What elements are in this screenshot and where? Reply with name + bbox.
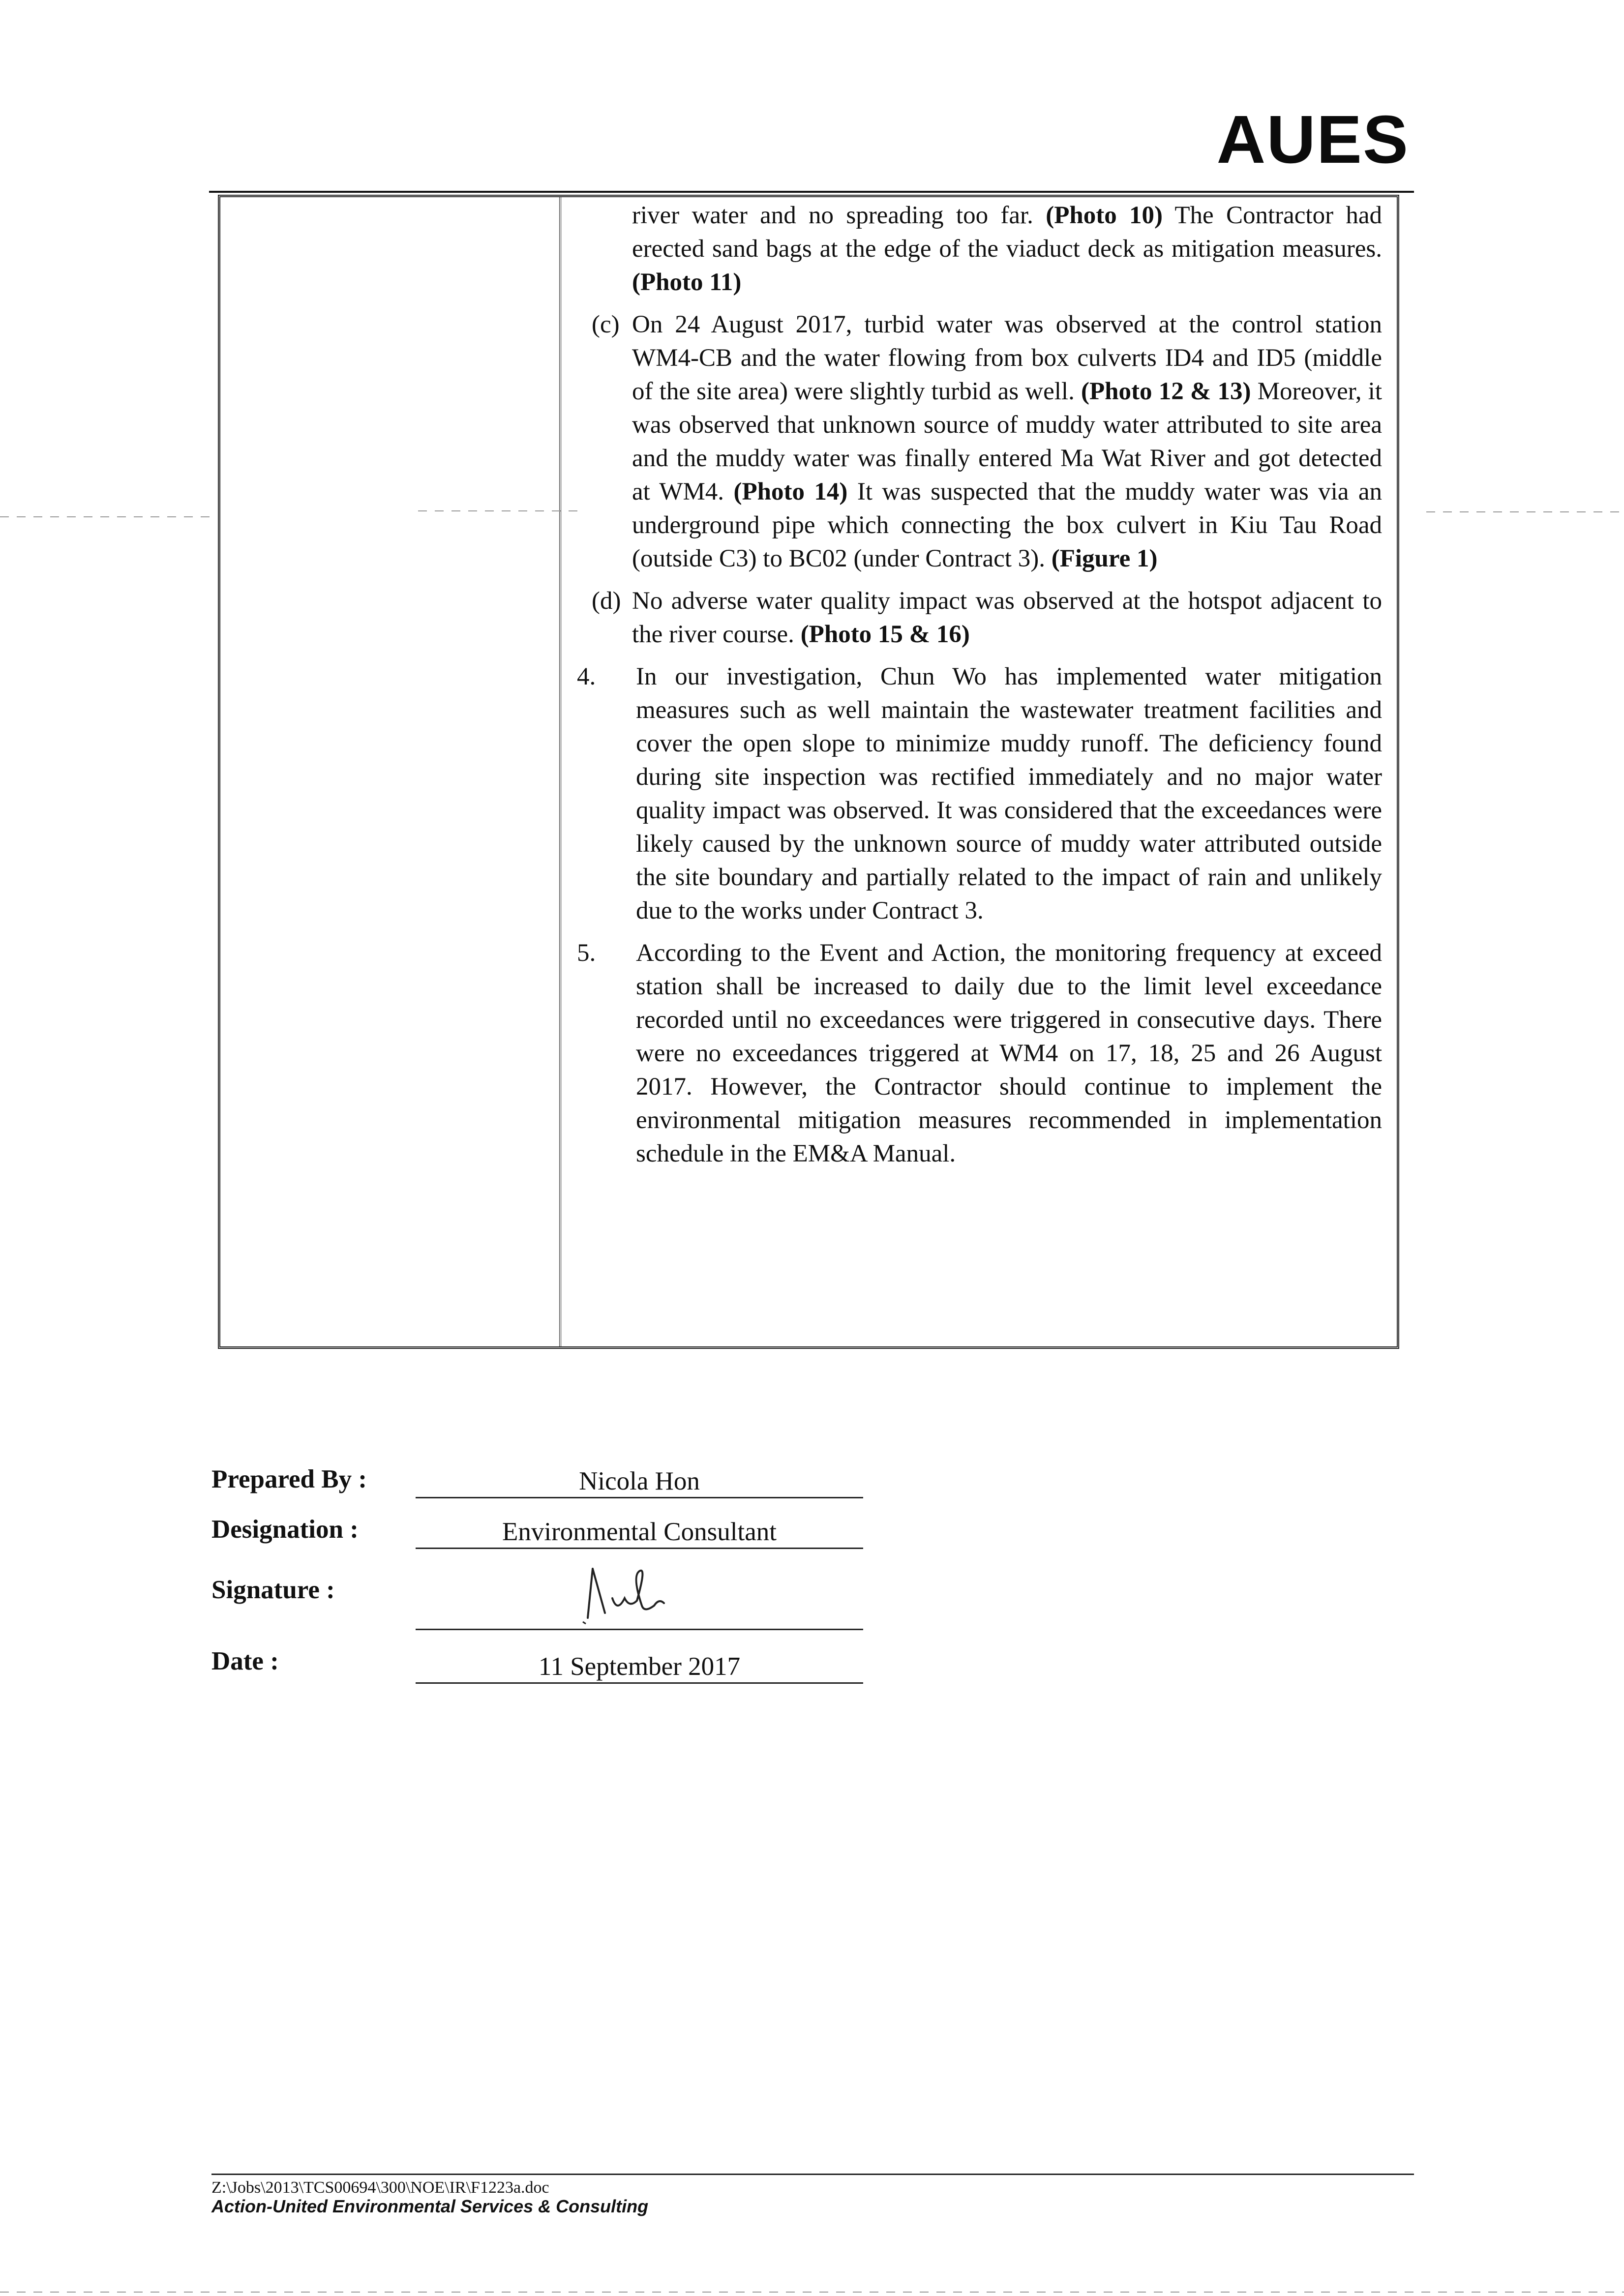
- item-text: [632, 308, 1382, 575]
- designation-value: Environmental Consultant: [416, 1516, 863, 1549]
- text-run: On 24 August 2017, turbid water was observed at the control station WM4-CB and the water flowing from box culverts ID4 and ID5 (middle of the site area) were slightly turbid as well.: [632, 311, 1382, 405]
- item-label: (c): [592, 311, 620, 338]
- company-name: Action-United Environmental Services & Consulting: [211, 2196, 649, 2216]
- photo-reference: (Photo 14): [733, 478, 848, 506]
- scan-artifact: [1426, 511, 1624, 512]
- signature-label: Signature :: [211, 1576, 335, 1604]
- text-run: According to the Event and Action, the monitoring frequency at exceed station shall be increased to daily due to the limit level exceedance recorded until no exceedances were triggered in consecutive days. There were no exceedances triggered at WM4 on 17, 18, 25 and 26 August 2017. However, the Contractor should continue to implement the environmental mitigation measures recommended in implementation schedule in the EM&A Manual.: [636, 939, 1382, 1167]
- table-column-divider: [559, 197, 562, 1346]
- date-label: Date :: [211, 1647, 279, 1675]
- finding-item-d: [577, 584, 1382, 651]
- text-run: It was suspected that the muddy water was via an underground pipe which connecting the box culvert in Kiu Tau Road (outside C3) to BC02 (under Contract 3).: [632, 478, 1382, 572]
- photo-reference: (Photo 12 & 13): [1081, 378, 1251, 405]
- file-path: Z:\Jobs\2013\TCS00694\300\NOE\IR\F1223a.doc: [211, 2178, 549, 2197]
- date-value: 11 September 2017: [416, 1651, 863, 1684]
- photo-reference: (Photo 10): [1046, 202, 1163, 229]
- footer-rule: [211, 2174, 1414, 2175]
- photo-reference: (Photo 11): [632, 268, 742, 296]
- text-run: No adverse water quality impact was observed at the hotspot adjacent to the river course.: [632, 587, 1382, 648]
- text-run: river water and no spreading too far.: [632, 202, 1046, 229]
- numbered-item-5: [577, 936, 1382, 1170]
- numbered-item-4: [577, 660, 1382, 927]
- designation-label: Designation :: [211, 1515, 359, 1544]
- item-text: [636, 936, 1382, 1170]
- photo-reference: (Photo 15 & 16): [800, 621, 970, 648]
- signature-line: [416, 1629, 863, 1630]
- company-logo: AUES: [1216, 102, 1409, 178]
- item-text: [636, 660, 1382, 927]
- header-rule: [209, 191, 1414, 193]
- findings-cell: [577, 199, 1382, 1170]
- findings-table: [218, 195, 1399, 1349]
- prepared-by-label: Prepared By :: [211, 1465, 367, 1493]
- prepared-by-value: Nicola Hon: [416, 1465, 863, 1498]
- scan-artifact: [418, 510, 580, 511]
- photo-reference: (Figure 1): [1051, 545, 1158, 572]
- handwritten-signature: [578, 1559, 725, 1628]
- item-label: 5.: [577, 939, 596, 967]
- scan-artifact: [0, 516, 211, 517]
- item-text: [632, 584, 1382, 651]
- item-label: (d): [592, 587, 621, 615]
- text-run: Moreover, it was observed that unknown source of muddy water attributed to site area and the muddy water was finally entered Ma Wat River and got detected at WM4.: [632, 378, 1382, 506]
- text-run: In our investigation, Chun Wo has implemented water mitigation measures such as well maintain the wastewater treatment facilities and cover the open slope to minimize muddy runoff. The deficiency found during site inspection was rectified immediately and no major water quality impact was observed. It was considered that the exceedances were likely caused by the unknown source of muddy water attributed outside the site boundary and partially related to the impact of rain and unlikely due to the works under Contract 3.: [636, 663, 1382, 924]
- item-label: 4.: [577, 663, 596, 690]
- continued-paragraph: [632, 199, 1382, 299]
- scan-artifact: [0, 2292, 1624, 2293]
- finding-item-c: [577, 308, 1382, 575]
- text-run: The Contractor had erected sand bags at the edge of the viaduct deck as mitigation measures.: [632, 202, 1382, 263]
